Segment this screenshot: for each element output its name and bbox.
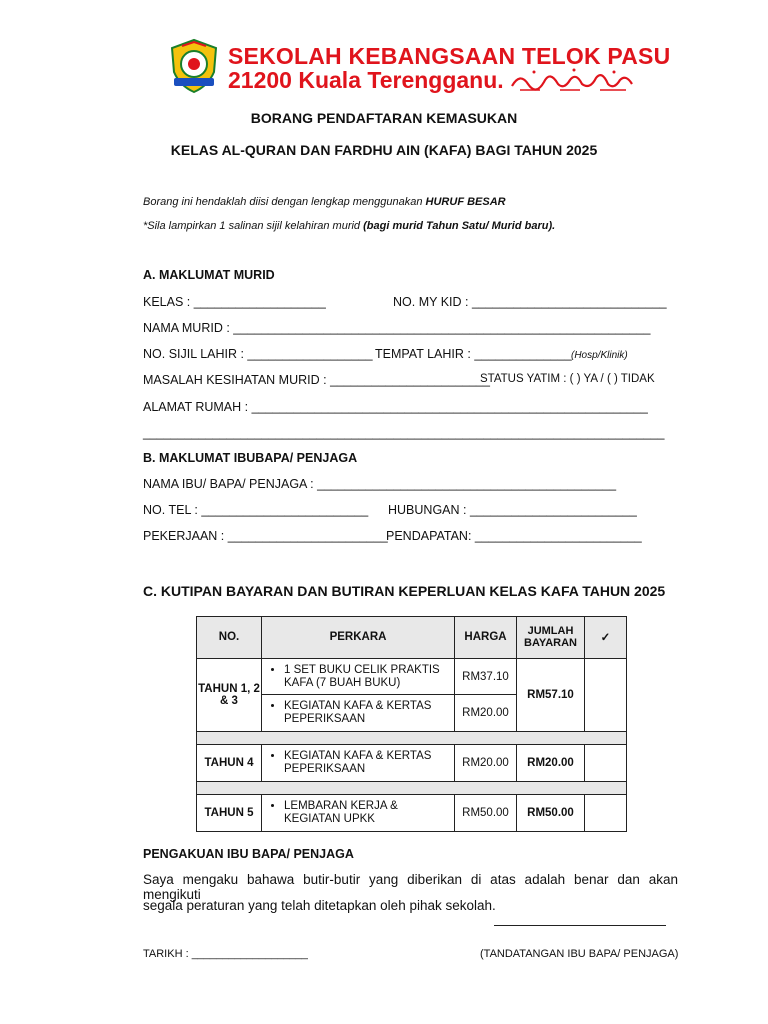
item-text: • 1 SET BUKU CELIK PRAKTIS KAFA (7 BUAH BUKU) <box>284 664 454 690</box>
table-row <box>197 795 627 832</box>
item-text: • KEGIATAN KAFA & KERTAS PEPERIKSAAN <box>284 700 454 726</box>
item-cell <box>262 795 455 832</box>
column-header: NO. <box>197 617 262 659</box>
item-text: • LEMBARAN KERJA & KEGIATAN UPKK <box>284 800 454 826</box>
price-cell: RM20.00 <box>455 745 517 782</box>
spacer-row <box>197 732 627 745</box>
spacer-row <box>197 782 627 795</box>
pekerjaan-field[interactable]: PEKERJAAN : _______________________ <box>143 529 388 543</box>
nama-penjaga-field[interactable]: NAMA IBU/ BAPA/ PENJAGA : ___________________________________________ <box>143 477 617 491</box>
table-row <box>197 658 627 695</box>
column-header: HARGA <box>455 617 517 659</box>
total-cell: RM57.10 <box>517 658 585 731</box>
school-address: 21200 Kuala Terengganu. <box>228 67 504 93</box>
kelas-field[interactable]: KELAS : ___________________ <box>143 295 326 309</box>
form-subtitle: KELAS AL-QURAN DAN FARDHU AIN (KAFA) BAGI TAHUN 2025 <box>170 142 598 158</box>
row-label: TAHUN 5 <box>197 795 262 832</box>
attachment-note <box>143 220 555 232</box>
school-name: SEKOLAH KEBANGSAAN TELOK PASU <box>228 43 671 69</box>
section-b-heading: B. MAKLUMAT IBUBAPA/ PENJAGA <box>143 451 358 465</box>
note-text: Borang ini hendaklah diisi dengan lengkap menggunakan <box>143 196 426 208</box>
spacer-cell <box>197 732 627 745</box>
checkbox-cell[interactable] <box>585 658 627 731</box>
total-cell: RM20.00 <box>517 745 585 782</box>
check-column-header: ✓ <box>585 617 627 659</box>
declaration-text: segala peraturan yang telah ditetapkan oleh pihak sekolah. <box>143 898 496 913</box>
section-a-heading: A. MAKLUMAT MURID <box>143 268 275 282</box>
column-header: PERKARA <box>262 617 455 659</box>
fee-table <box>196 616 627 832</box>
note-emphasis: (bagi murid Tahun Satu/ Murid baru). <box>363 220 556 232</box>
signature-line[interactable] <box>494 925 666 926</box>
tempat-lahir-hint: (Hosp/Klinik) <box>571 350 628 361</box>
signature-caption: (TANDATANGAN IBU BAPA/ PENJAGA) <box>480 948 679 960</box>
declaration-heading: PENGAKUAN IBU BAPA/ PENJAGA <box>143 847 354 861</box>
section-c-heading: C. KUTIPAN BAYARAN DAN BUTIRAN KEPERLUAN KELAS KAFA TAHUN 2025 <box>143 583 666 599</box>
price-cell: RM37.10 <box>455 658 517 695</box>
row-label: TAHUN 1, 2 & 3 <box>197 658 262 731</box>
kesihatan-field[interactable]: MASALAH KESIHATAN MURID : _______________________ <box>143 373 490 387</box>
declaration-text: Saya mengaku bahawa butir-butir yang diberikan di atas adalah benar dan akan mengikuti <box>143 872 678 902</box>
instruction-note <box>143 196 506 208</box>
school-crest-icon <box>168 38 220 94</box>
mykid-field[interactable]: NO. MY KID : ____________________________ <box>393 295 667 309</box>
no-tel-field[interactable]: NO. TEL : ________________________ <box>143 503 369 517</box>
note-text: *Sila lampirkan 1 salinan sijil kelahiran murid <box>143 220 364 232</box>
item-cell <box>262 695 455 732</box>
item-text: • KEGIATAN KAFA & KERTAS PEPERIKSAAN <box>284 750 454 776</box>
tempat-lahir-field[interactable]: TEMPAT LAHIR : ______________ <box>375 347 572 361</box>
nama-murid-field[interactable]: NAMA MURID : ____________________________________________________________ <box>143 321 651 335</box>
alamat-field[interactable]: ALAMAT RUMAH : _________________________________________________________ <box>143 400 648 414</box>
row-label: TAHUN 4 <box>197 745 262 782</box>
price-cell: RM20.00 <box>455 695 517 732</box>
table-row <box>197 745 627 782</box>
alamat-field-line2[interactable]: ___________________________________________________________________________ <box>143 426 665 440</box>
note-emphasis: HURUF BESAR <box>425 196 506 208</box>
status-yatim-field[interactable]: STATUS YATIM : ( ) YA / ( ) TIDAK <box>480 373 655 385</box>
form-title: BORANG PENDAFTARAN KEMASUKAN <box>250 110 518 126</box>
checkbox-cell[interactable] <box>585 795 627 832</box>
hubungan-field[interactable]: HUBUNGAN : ________________________ <box>388 503 637 517</box>
tarikh-field[interactable]: TARIKH : ___________________ <box>143 948 308 960</box>
pendapatan-field[interactable]: PENDAPATAN: ________________________ <box>386 529 642 543</box>
jawi-calligraphy-icon <box>510 66 634 94</box>
item-cell <box>262 658 455 695</box>
checkbox-cell[interactable] <box>585 745 627 782</box>
price-cell: RM50.00 <box>455 795 517 832</box>
item-cell <box>262 745 455 782</box>
column-header: JUMLAH BAYARAN <box>517 617 585 659</box>
table-header-row <box>197 617 627 659</box>
sijil-lahir-field[interactable]: NO. SIJIL LAHIR : __________________ <box>143 347 373 361</box>
spacer-cell <box>197 782 627 795</box>
total-cell: RM50.00 <box>517 795 585 832</box>
